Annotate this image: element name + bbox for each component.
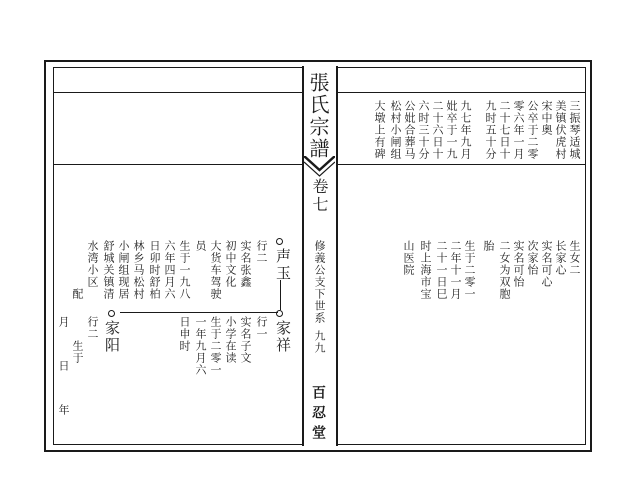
lineage-section: 修義公支下世系	[313, 240, 326, 324]
text-column: 实名可怡	[512, 240, 525, 288]
text-column: 胎	[482, 240, 495, 252]
text-column: 实名可心	[540, 240, 553, 288]
text-column: 初中文化	[224, 240, 237, 288]
lineage-node-marker	[108, 310, 115, 317]
text-column: 二十七日十	[498, 100, 511, 160]
text-column: 六时三十分	[417, 100, 430, 160]
spouse-label: 配	[71, 288, 84, 300]
page-number: 九九	[313, 330, 326, 354]
person-name-shengyu: 声玉	[274, 248, 292, 282]
text-column: 公卒于二零	[526, 100, 539, 160]
text-column: 公妣合葬马	[403, 100, 416, 160]
text-column: 时上海市宝	[419, 240, 432, 300]
text-column: 松村小闸组	[389, 100, 402, 160]
text-column: 三振琴适城	[568, 100, 581, 160]
text-column: 生于二零一	[463, 240, 476, 300]
text-column: 二年十一月	[449, 240, 462, 300]
text-column: 大墩上有碑	[373, 100, 386, 160]
text-column: 零六年一月	[512, 100, 525, 160]
text-column: 生女二	[568, 240, 581, 276]
text-column: 员	[194, 240, 207, 252]
text-column: 生于	[71, 340, 84, 364]
text-column: 大货车驾驶	[209, 240, 222, 300]
lineage-branch-line	[120, 312, 278, 313]
volume-label: 卷七	[310, 178, 329, 214]
text-column: 生于一九八	[178, 240, 191, 300]
text-column: 小闸组现居	[117, 240, 130, 300]
genealogy-title: 張氏宗譜	[306, 72, 330, 160]
birth-rank: 行二	[86, 316, 99, 340]
text-column: 二十一日巳	[435, 240, 448, 300]
birth-rank: 行一	[255, 316, 268, 340]
text-column: 一年九月六	[194, 316, 207, 376]
text-column: 实名子文	[239, 316, 252, 364]
text-column: 六年四月六	[163, 240, 176, 300]
text-column: 九七年九月	[459, 100, 472, 160]
lineage-node-marker	[276, 238, 283, 245]
person-name-jiaxiang: 家祥	[274, 320, 292, 354]
person-name-jiayang: 家阳	[103, 320, 121, 354]
text-column: 日卯时舒柏	[148, 240, 161, 300]
birth-rank: 行二	[255, 240, 268, 264]
top-rule-left	[53, 92, 302, 93]
text-column: 宋中奥	[540, 100, 553, 136]
text-column: 月 日 年	[57, 316, 70, 425]
text-column: 山医院	[402, 240, 415, 276]
text-column: 水湾小区	[86, 240, 99, 288]
text-column: 妣卒于一九	[445, 100, 458, 160]
text-column: 二女为双胞	[498, 240, 511, 300]
top-rule-right	[338, 92, 586, 93]
text-column: 林乡马松村	[132, 240, 145, 300]
text-column: 长家心	[554, 240, 567, 276]
text-column: 实名张鑫	[239, 240, 252, 288]
text-column: 次家怡	[526, 240, 539, 276]
text-column: 小学在读	[224, 316, 237, 364]
text-column: 舒城关镇清	[102, 240, 115, 300]
text-column: 美镇伏虎村	[554, 100, 567, 160]
hall-name: 百忍堂	[310, 385, 326, 445]
text-column: 日申时	[178, 316, 191, 352]
text-column: 二十六日十	[431, 100, 444, 160]
text-column: 生于二零一	[209, 316, 222, 376]
text-column: 九时五十分	[484, 100, 497, 160]
mid-rule-right	[338, 164, 586, 165]
lineage-connector	[280, 280, 281, 310]
mid-rule-left	[53, 164, 302, 165]
